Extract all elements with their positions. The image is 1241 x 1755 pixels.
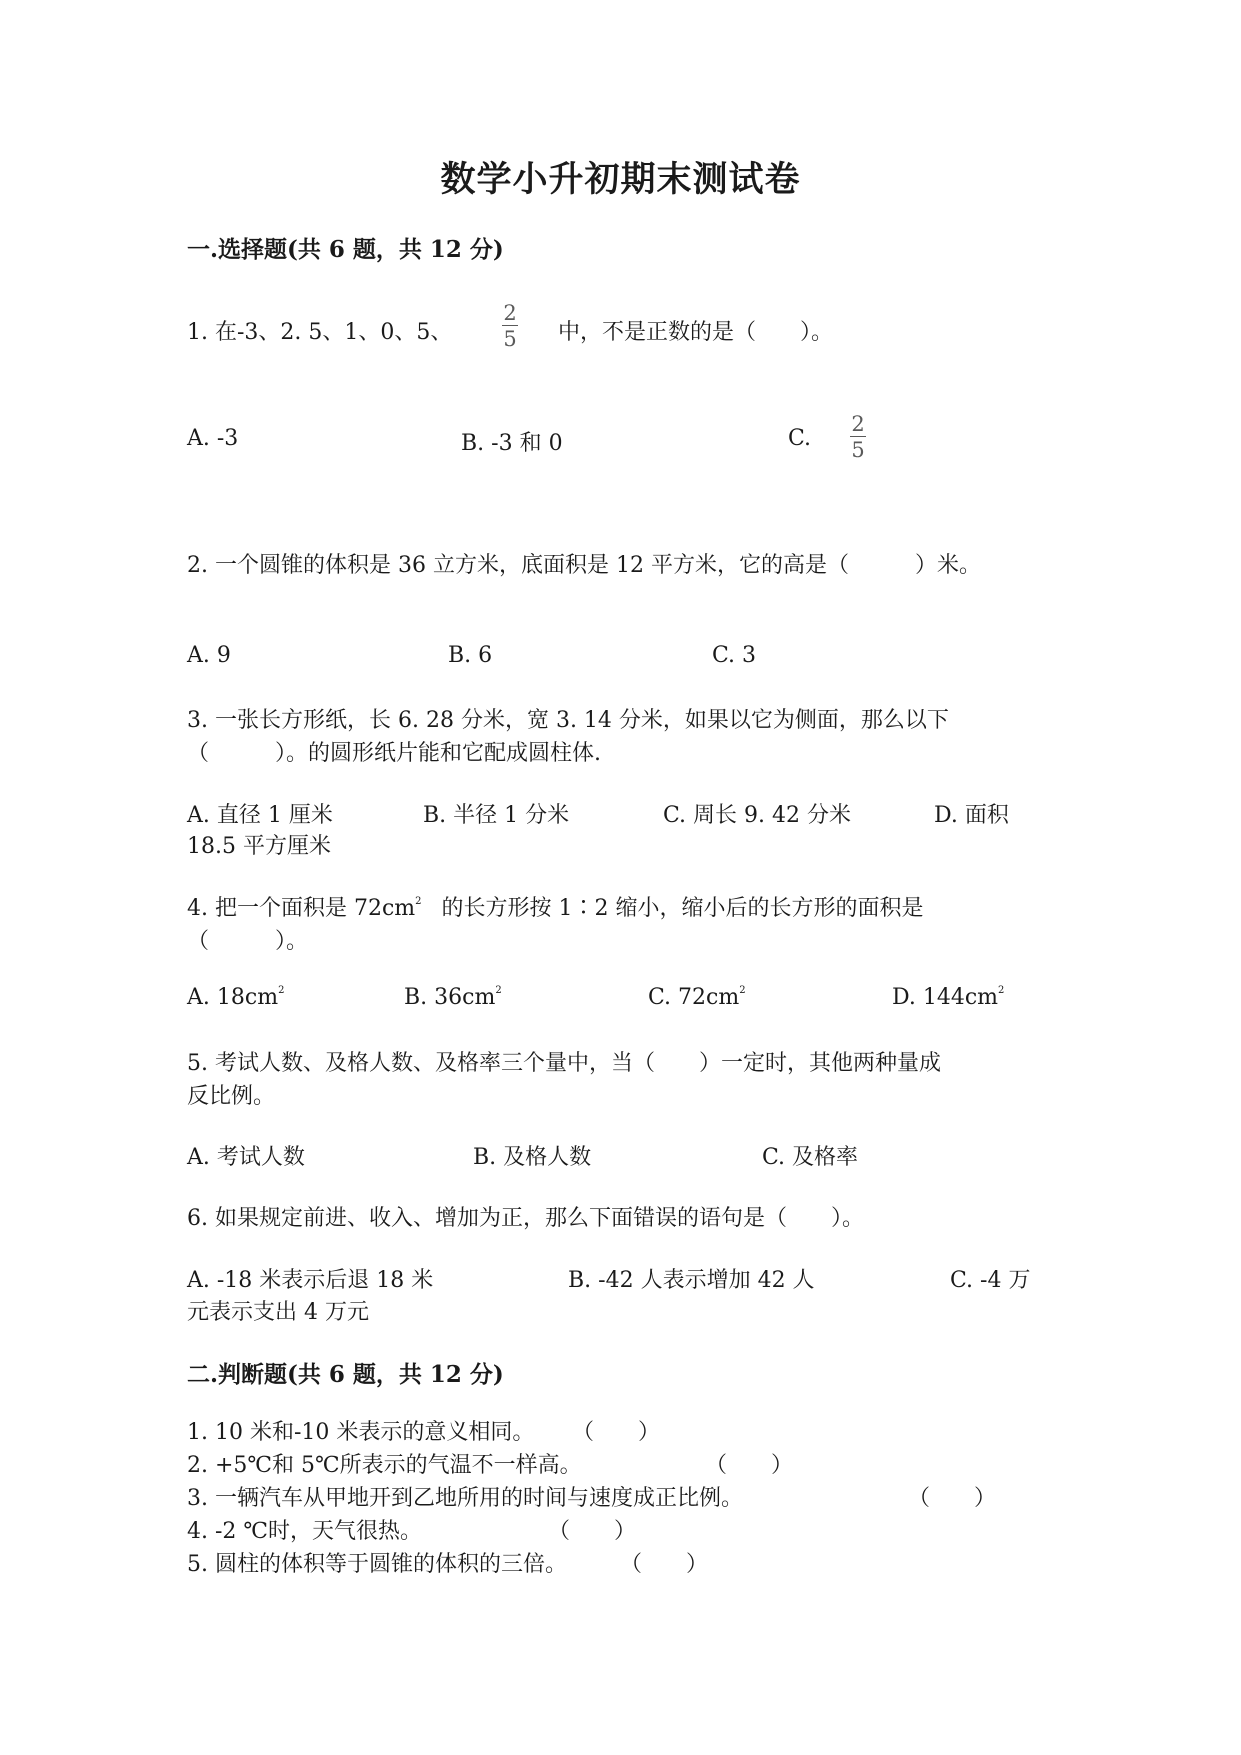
q4-stem-pre: 4. 把一个面积是 72cm <box>187 896 416 921</box>
judge-item-answer-paren: （ ） <box>705 1453 794 1478</box>
q3-option-c: C. 周长 9. 42 分米 <box>663 803 851 828</box>
q4-option-b-text: B. 36cm <box>404 985 496 1010</box>
q4-stem-post: 的长方形按 1∶2 缩小，缩小后的长方形的面积是 <box>441 896 924 921</box>
q5-option-a: A. 考试人数 <box>187 1145 305 1170</box>
q1-stem-end: 中，不是正数的是（ ）。 <box>558 320 834 345</box>
section-heading-judgement: 二.判断题(共 6 题，共 12 分) <box>187 1361 504 1388</box>
q3-stem-line2: （ ）。的圆形纸片能和它配成圆柱体. <box>187 741 601 766</box>
q2-option-c: C. 3 <box>712 643 757 668</box>
q4-option-d-text: D. 144cm <box>892 985 999 1010</box>
q6-option-a: A. -18 米表示后退 18 米 <box>187 1268 434 1293</box>
q1-option-c-fraction <box>850 413 866 461</box>
q4-option-b-sup: 2 <box>495 985 502 996</box>
judge-item-text: 3. 一辆汽车从甲地开到乙地所用的时间与速度成正比例。 <box>187 1486 743 1511</box>
q6-stem: 6. 如果规定前进、收入、增加为正，那么下面错误的语句是（ ）。 <box>187 1206 864 1231</box>
q3-option-a: A. 直径 1 厘米 <box>187 803 333 828</box>
judge-item-text: 5. 圆柱的体积等于圆锥的体积的三倍。 <box>187 1552 567 1577</box>
q4-option-c-text: C. 72cm <box>648 985 740 1010</box>
q4-option-d <box>892 985 1004 1010</box>
q4-option-a-text: A. 18cm <box>187 985 279 1010</box>
q1-fraction <box>502 302 518 350</box>
q1-option-b: B. -3 和 0 <box>461 431 563 456</box>
q6-option-c-continued: 元表示支出 4 万元 <box>187 1300 369 1325</box>
q4-option-c <box>648 985 746 1010</box>
q5-option-b: B. 及格人数 <box>473 1145 592 1170</box>
q6-option-b: B. -42 人表示增加 42 人 <box>568 1268 815 1293</box>
page-title: 数学小升初期末测试卷 <box>440 159 801 200</box>
q6-option-c: C. -4 万 <box>950 1268 1031 1293</box>
q1-option-a: A. -3 <box>187 426 239 451</box>
q3-option-b: B. 半径 1 分米 <box>423 803 570 828</box>
q2-option-a: A. 9 <box>187 643 231 668</box>
q1-option-c: C. <box>788 426 812 451</box>
q1-opt-c-denominator: 5 <box>851 438 865 462</box>
q3-stem-line1: 3. 一张长方形纸，长 6. 28 分米，宽 3. 14 分米，如果以它为侧面，那么以下 <box>187 708 949 733</box>
q5-stem-line1: 5. 考试人数、及格人数、及格率三个量中，当（ ）一定时，其他两种量成 <box>187 1051 941 1076</box>
q2-option-b: B. 6 <box>448 643 493 668</box>
judge-item-text: 1. 10 米和-10 米表示的意义相同。 <box>187 1420 535 1445</box>
q4-option-a <box>187 985 284 1010</box>
q4-superscript: 2 <box>415 896 422 907</box>
q5-option-c: C. 及格率 <box>762 1145 859 1170</box>
judge-item-answer-paren: （ ） <box>548 1519 637 1544</box>
q3-option-d-continued: 18.5 平方厘米 <box>187 834 331 859</box>
judge-item-text: 4. -2 ℃时，天气很热。 <box>187 1519 423 1544</box>
q5-stem-line2: 反比例。 <box>187 1084 276 1109</box>
q2-stem: 2. 一个圆锥的体积是 36 立方米，底面积是 12 平方米，它的高是（ ）米。 <box>187 553 981 578</box>
q4-stem-line2: （ ）。 <box>187 929 309 954</box>
q4-option-a-sup: 2 <box>278 985 285 996</box>
q1-frac-numerator: 2 <box>503 301 517 325</box>
q3-option-d: D. 面积 <box>934 803 1009 828</box>
judge-item-answer-paren: （ ） <box>620 1552 709 1577</box>
judge-item-answer-paren: （ ） <box>908 1486 997 1511</box>
q4-option-b <box>404 985 502 1010</box>
q4-stem-line1 <box>187 891 924 922</box>
judge-item-answer-paren: （ ） <box>572 1420 661 1445</box>
q4-option-d-sup: 2 <box>998 985 1005 996</box>
q1-opt-c-numerator: 2 <box>851 412 865 436</box>
q1-frac-denominator: 5 <box>503 327 517 351</box>
judge-item-text: 2. +5℃和 5℃所表示的气温不一样高。 <box>187 1453 582 1478</box>
section-heading-choice: 一.选择题(共 6 题，共 12 分) <box>187 236 504 263</box>
q1-stem-start: 1. 在-3、2. 5、1、0、5、 <box>187 320 453 345</box>
q4-option-c-sup: 2 <box>739 985 746 996</box>
